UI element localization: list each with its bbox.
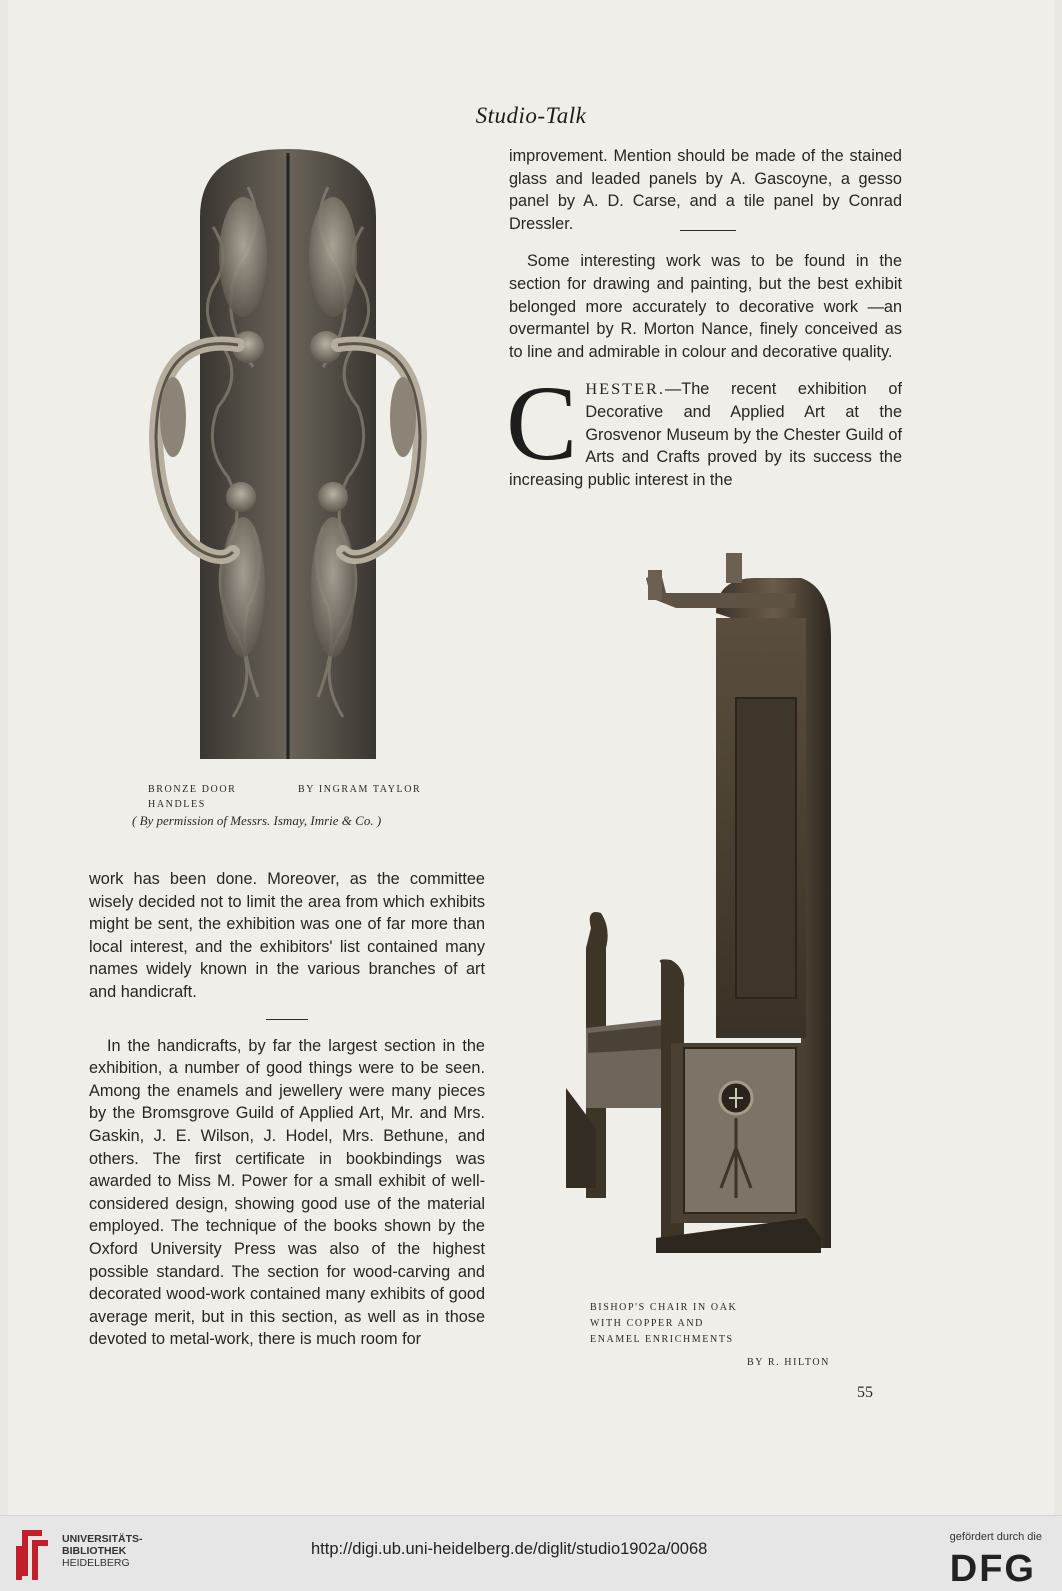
chester-rest: —The recent exhibition of Decorative and Applied Art at the Grosvenor Museum by the Chester Guild of Arts and Crafts proved by its success the increasing public interest in the: [509, 380, 902, 489]
chester-lead: HESTER.: [585, 379, 665, 399]
figure-right-caption-line1: BISHOP'S CHAIR IN OAK: [590, 1302, 738, 1313]
figure-right-caption-line3: ENAMEL ENRICHMENTS: [590, 1334, 734, 1345]
university-library-name: [62, 1533, 143, 1569]
paragraph-drawing-painting: Some interesting work was to be found in the section for drawing and painting, but the best exhibit belonged more accurately to decorative work —an overmantel by R. Morton Nance, finely conceived as to line and admirable in colour and decorative quality.: [509, 252, 902, 361]
figure-left-caption-title: BRONZE DOOR HANDLES: [148, 784, 237, 810]
paragraph-improvement: improvement. Mention should be made of the stained glass and leaded panels by A. Gascoyne, a gesso panel by A. D. Carse, and a tile panel by Conrad Dressler.: [509, 147, 902, 233]
library-line-3: HEIDELBERG: [62, 1557, 130, 1569]
paragraph-committee: work has been done. Moreover, as the committee wisely decided not to limit the area from which exhibits might be sent, the exhibition was one of far more than local interest, and the exhibitors' list contained many names widely known in the various branches of art and handicraft.: [89, 870, 485, 1001]
university-library-logo: [12, 1526, 56, 1582]
paragraph-handicrafts: In the handicrafts, by far the largest section in the exhibition, a number of good things were to be seen. Among the enamels and jewellery were many pieces by the Bromsgrove Guild of Applied Art, Mr. and Mrs. Gaskin, J. E. Wilson, J. Hodel, Mrs. Bethune, and others. The first certificate in bookbindings was awarded to Miss M. Power for a small exhibit of well-considered design, showing good use of the material employed. The technique of the books shown by the Oxford University Press was also of the highest possible standard. The section for wood-carving and decorated wood-work contained many exhibits of good average merit, but in this section, as well as in those devoted to metal-work, there is much room for: [89, 1036, 485, 1349]
dfg-logo: DFG: [949, 1548, 1036, 1590]
section-divider: [680, 230, 736, 231]
figure-left-caption-artist: BY INGRAM TAYLOR: [298, 784, 422, 795]
bronze-door-handles-photo: [148, 147, 433, 763]
library-line-2: BIBLIOTHEK: [62, 1545, 127, 1557]
running-head: Studio-Talk: [475, 103, 587, 128]
figure-right-caption-line2: WITH COPPER AND: [590, 1318, 705, 1329]
right-column-top: [506, 145, 902, 491]
bishops-chair-photo: [566, 548, 841, 1268]
figure-right-caption-artist: BY R. HILTON: [747, 1357, 831, 1368]
page-number: 55: [857, 1384, 873, 1401]
digitization-footer: [0, 1515, 1062, 1591]
library-line-1: UNIVERSITÄTS-: [62, 1533, 143, 1545]
left-column-text: [89, 868, 485, 1351]
funding-label: gefördert durch die: [949, 1531, 1042, 1543]
source-url-link[interactable]: http://digi.ub.uni-heidelberg.de/diglit/studio1902a/0068: [311, 1540, 708, 1558]
chester-paragraph: [506, 365, 902, 491]
drop-cap: C: [506, 365, 578, 484]
section-divider-left: [266, 1019, 308, 1020]
figure-left-caption-permission: ( By permission of Messrs. Ismay, Imrie & Co. ): [132, 813, 382, 828]
